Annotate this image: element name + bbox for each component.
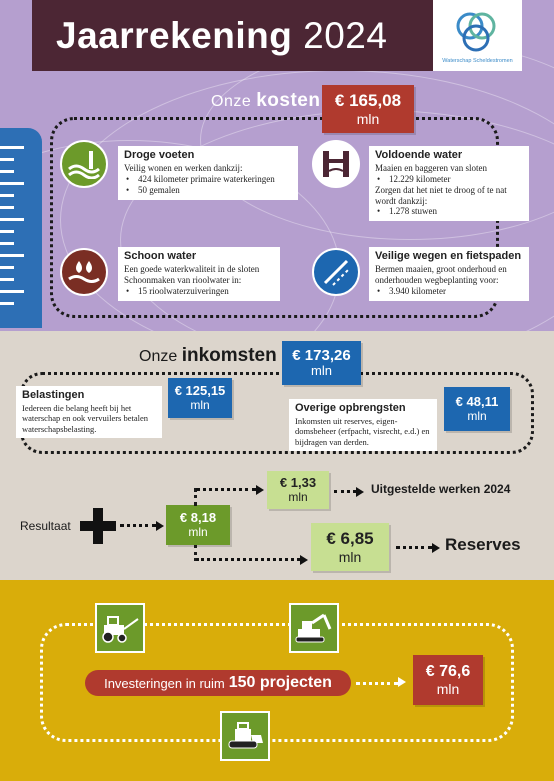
card-title: Schoon water — [124, 250, 197, 262]
uitgesteld-amount: € 1,33 — [279, 474, 317, 490]
card-title: Voldoende water — [375, 149, 463, 161]
mower-tractor-icon — [95, 603, 145, 653]
inkomsten-amount-box — [282, 341, 361, 385]
resultaat-label: Resultaat — [20, 519, 71, 533]
water-drops-icon — [60, 248, 108, 296]
card-title: Droge voeten — [124, 149, 195, 161]
waterschap-logo-icon — [448, 8, 508, 56]
card-text: Veilig wonen en werken dankzij: — [124, 163, 243, 174]
logo — [433, 0, 522, 71]
arrow-line — [356, 682, 398, 685]
investeringen-amount-box — [413, 655, 483, 705]
overige-unit: mln — [467, 408, 487, 423]
arrow-head-icon — [256, 485, 264, 495]
card-text: Een goede waterkwaliteit in de sloten — [124, 264, 260, 275]
investeringen-amount: € 76,6 — [425, 662, 471, 680]
arrow-head-icon — [432, 543, 440, 553]
overige-amount-box — [444, 387, 510, 431]
card-text: Zorgen dat het niet te droog of te nat wordt dankzij: — [375, 184, 507, 206]
card-item: • 424 kilometer primaire waterkeringen — [138, 174, 292, 185]
uitgesteld-label: Uitgestelde werken 2024 — [371, 482, 511, 496]
sluice-gate-icon — [312, 140, 360, 188]
reserves-amount-box — [311, 523, 389, 571]
kosten-amount-box — [322, 85, 414, 133]
card-title: Veilige wegen en fietspaden — [375, 250, 522, 262]
arrow-line — [396, 546, 432, 549]
water-level-icon — [60, 140, 108, 188]
uitgesteld-unit: mln — [288, 489, 308, 504]
card-item: • 12.229 kilometer — [389, 174, 523, 185]
inkomsten-unit: mln — [311, 363, 332, 379]
investeringen-unit: mln — [436, 681, 460, 698]
card-veilige-wegen — [369, 247, 529, 301]
card-text: Iedereen die belang heeft bij het waterschap en ook vervuilers betalen waterschapsbelasting. — [22, 403, 149, 434]
water-ruler — [0, 128, 42, 328]
kosten-unit: mln — [356, 110, 380, 127]
card-droge-voeten — [118, 146, 298, 200]
road-icon — [312, 248, 360, 296]
page-title: Jaarrekening 2024 — [56, 14, 388, 56]
inkomsten-heading: Onze inkomsten — [139, 345, 277, 366]
card-text: Inkomsten uit reserves, eigen-domsbeheer (erfpacht, visrecht, e.d.) en bijdragen van derden. — [295, 416, 430, 447]
plus-icon — [80, 508, 116, 544]
card-text: Maaien en baggeren van sloten — [375, 163, 487, 174]
arrow-line — [120, 524, 156, 527]
investeringen-projecten: 150 projecten — [228, 674, 332, 691]
overige-amount: € 48,11 — [455, 393, 499, 409]
card-title: Overige opbrengsten — [295, 402, 406, 414]
investeringen-text: Investeringen in ruim — [104, 675, 225, 691]
investeringen-pill — [85, 670, 351, 696]
crawler-loader-icon — [220, 711, 270, 761]
page-header — [32, 0, 433, 71]
arrow-line — [334, 490, 356, 493]
card-text: Schoonmaken van rioolwater in: — [124, 274, 242, 285]
card-item: • 15 rioolwaterzuiveringen — [138, 286, 274, 297]
kosten-heading: Onze kosten — [211, 90, 321, 111]
arrow-head-icon — [398, 677, 406, 687]
resultaat-amount: € 8,18 — [179, 509, 217, 525]
inkomsten-amount: € 173,26 — [292, 346, 351, 364]
reserves-label: Reserves — [445, 535, 521, 554]
uitgesteld-amount-box — [267, 471, 329, 509]
arrow-line — [196, 488, 256, 491]
card-item: • 3.940 kilometer — [389, 286, 523, 297]
card-voldoende-water — [369, 146, 529, 221]
excavator-icon — [289, 603, 339, 653]
card-belastingen — [16, 386, 162, 438]
arrow-line — [196, 558, 300, 561]
belastingen-amount-box — [168, 378, 232, 418]
arrow-head-icon — [356, 487, 364, 497]
card-title: Belastingen — [22, 389, 85, 401]
arrow-head-icon — [156, 521, 164, 531]
resultaat-unit: mln — [188, 524, 208, 539]
resultaat-amount-box — [166, 505, 230, 545]
reserves-amount: € 6,85 — [326, 529, 374, 549]
kosten-amount: € 165,08 — [334, 91, 402, 111]
belastingen-unit: mln — [190, 397, 210, 412]
logo-caption: Waterschap Scheldestromen — [442, 57, 513, 64]
reserves-unit: mln — [338, 548, 362, 565]
card-text: Bermen maaien, groot onderhoud en onderhouden wegbeplanting voor: — [375, 264, 507, 285]
card-overige-opbrengsten — [289, 399, 437, 451]
arrow-head-icon — [300, 555, 308, 565]
card-schoon-water — [118, 247, 280, 301]
card-item: • 50 gemalen — [138, 185, 292, 196]
belastingen-amount: € 125,15 — [174, 382, 226, 398]
card-item: • 1.278 stuwen — [389, 206, 523, 217]
